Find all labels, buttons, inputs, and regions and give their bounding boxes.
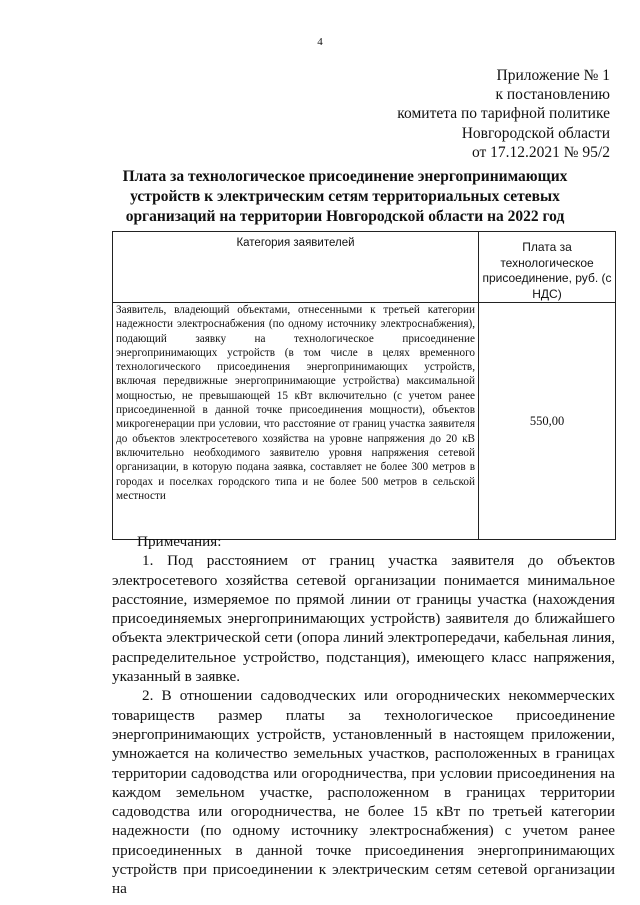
appendix-line-4: Новгородской области (461, 124, 610, 142)
note-item-1: 1. Под расстоянием от границ участка заявителя до объектов электросетевого хозяйства сетевой организации понимается минимальное расстояние, измеряемое по прямой линии от границы участка (нахождения присоединяемых энергопринимающих устройств) заявителя до ближайшего объекта электрической сети (опора линий электропередачи, кабельная линия, распределительное устройство, подстанция), имеющего класс напряжения, указанный в заявке. (112, 552, 615, 686)
appendix-line-5: от 17.12.2021 № 95/2 (471, 143, 610, 161)
note-item-2: 2. В отношении садоводческих или огороднических некоммерческих товариществ размер платы за технологическое присоединение энергопринимающих устройств, установленный в настоящем приложении, умножается на количество земельных участков, расположенных в границах территории садоводства или огородничества, при условии присоединения на каждом земельном участке, расположенном в границах территории садоводства или огородничества, не более 15 кВт по третьей категории надежности (по одному источнику электроснабжения) с учетом ранее присоединенных в данной точке присоединения энергопринимающих устройств при присоединении к электрическим сетям сетевой организации на (112, 687, 615, 898)
row-fee: 550,00 (479, 303, 616, 540)
header-fee: Плата за технологическое присоединение, руб. (с НДС) (479, 232, 616, 303)
table-header-row (113, 232, 616, 303)
notes-section (112, 532, 615, 899)
document-title: Плата за технологическое присоединение энергопринимающих устройств к электрическим сетям территориальных сетевых организаций на территории Новгородской области на 2022 год (122, 168, 568, 225)
fee-table (112, 231, 616, 540)
appendix-line-2: к постановлению (495, 86, 610, 104)
row-category: Заявитель, владеющий объектами, отнесенными к третьей категории надежности электроснабжения (по одному источнику электроснабжения), подающий заявку на технологическое присоединение энергопринимающих устройств (в том числе в целях временного технологического присоединения энергопринимающих устройств, включая передвижные энергопринимающие устройства) максимальной мощностью, не превышающей 15 кВт включительно (с учетом ранее присоединенной в данной точке присоединения мощности), объектов микрогенерации при условии, что расстояние от границ участка заявителя до объектов электросетевого хозяйства на уровне напряжения до 20 кВ включительно необходимого заявителю уровня напряжения сетевой организации, в которую подана заявка, составляет не более 300 метров в городах и поселках городского типа и не более 500 метров в сельской местности (113, 303, 479, 540)
header-category: Категория заявителей (113, 232, 479, 303)
notes-heading: Примечания: (137, 533, 222, 550)
appendix-line-3: комитета по тарифной политике (397, 105, 610, 123)
page-number: 4 (317, 36, 323, 48)
appendix-block (397, 66, 610, 162)
table-row (113, 303, 616, 540)
appendix-line-1: Приложение № 1 (496, 67, 610, 84)
